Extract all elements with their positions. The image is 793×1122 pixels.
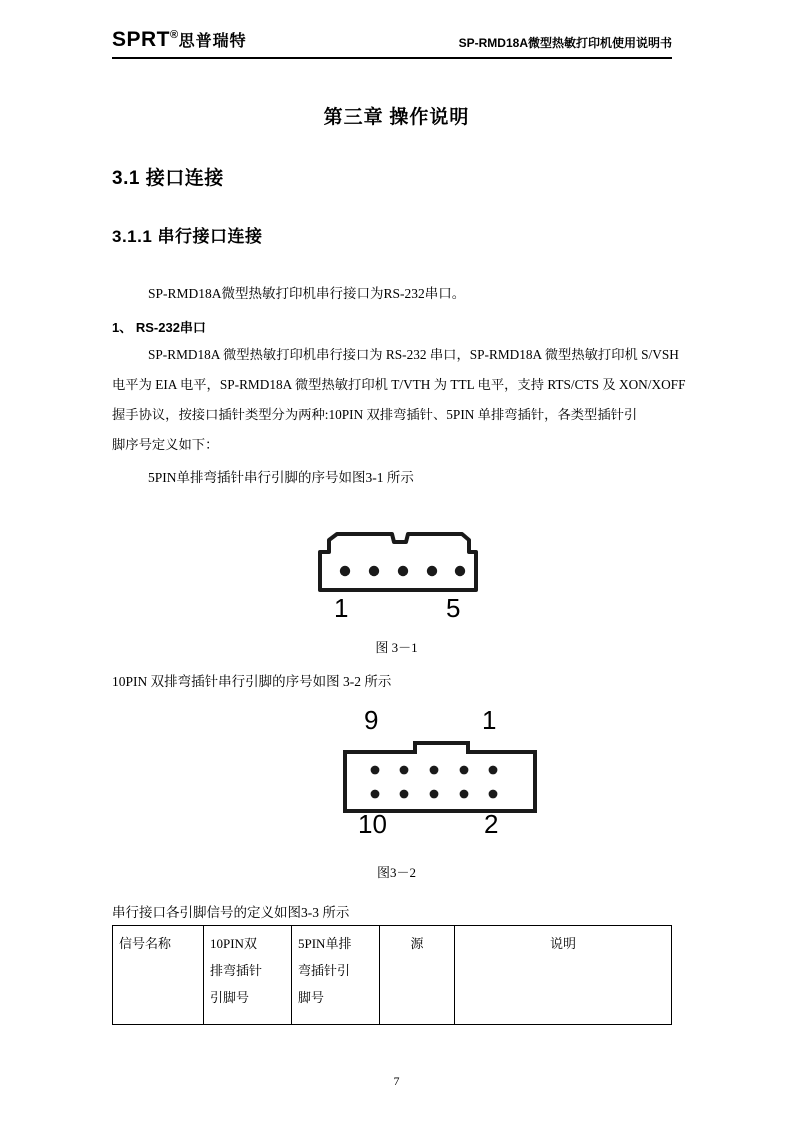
cell-line: 脚号 (298, 990, 325, 1005)
figure-5pin-connector (312, 512, 492, 629)
pin-signal-table (112, 925, 672, 1025)
pin-label-1: 1 (334, 593, 349, 623)
cell-line: 引脚号 (210, 990, 250, 1005)
brand-latin-text: SPRT (112, 28, 171, 51)
connector-body-outline (345, 743, 535, 811)
registered-trademark-icon: ® (170, 29, 179, 41)
paragraph-line: 脚序号定义如下： (112, 437, 219, 452)
pin-dot (398, 566, 408, 576)
pin-dot (371, 766, 380, 775)
figure-1-lead-text: 5PIN单排弯插针串行引脚的序号如图3-1 所示 (148, 470, 414, 485)
pin-dot (455, 566, 465, 576)
pin-dot (340, 566, 350, 576)
pin-dot (489, 766, 498, 775)
table-header-10pin (204, 926, 292, 1025)
cell-line: 信号名称 (119, 936, 172, 951)
cell-line: 源 (410, 936, 424, 951)
pin-label-9: 9 (364, 705, 379, 735)
subsection-heading-3-1-1: 3.1.1 串行接口连接 (112, 227, 263, 246)
brand-logo (112, 28, 247, 52)
table-header-source (380, 926, 455, 1025)
brand-chinese-text: 思普瑞特 (178, 33, 247, 50)
cell-line: 排弯插针 (210, 963, 263, 978)
page-number: 7 (393, 1074, 400, 1088)
pin-label-1: 1 (482, 705, 497, 735)
connector-body-outline (320, 534, 476, 590)
connector-10pin-drawing (340, 737, 540, 817)
table-header-5pin (292, 926, 380, 1025)
figure-1-caption: 图 3－1 (375, 640, 418, 655)
intro-paragraph: SP-RMD18A微型热敏打印机串行接口为RS-232串口。 (148, 286, 466, 301)
table-header-description (455, 926, 672, 1025)
section-heading-3-1: 3.1 接口连接 (112, 168, 224, 189)
pin-dot (371, 790, 380, 799)
table-lead-text: 串行接口各引脚信号的定义如图3-3 所示 (112, 905, 350, 920)
pin-dot (400, 766, 409, 775)
cell-line: 弯插针引 (298, 963, 351, 978)
paragraph-line: SP-RMD18A 微型热敏打印机串行接口为 RS-232 串口，SP-RMD18A 微型热敏打印机 S/VSH (148, 347, 679, 362)
pin-dot (400, 790, 409, 799)
table-header-signal-name (113, 926, 204, 1025)
header-divider (112, 57, 672, 59)
page-header (112, 28, 672, 58)
cell-line: 说明 (549, 936, 576, 951)
rs232-description-paragraph (112, 340, 686, 460)
pin-dot (427, 566, 437, 576)
cell-line: 5PIN单排 (298, 936, 352, 951)
list-item-rs232: 1、 RS-232串口 (112, 320, 206, 335)
paragraph-line: 握手协议，按接口插针类型分为两种:10PIN 双排弯插针、5PIN 单排弯插针，各类型插针引 (112, 407, 638, 422)
pin-dot (460, 790, 469, 799)
pin-dot (460, 766, 469, 775)
paragraph-line: 电平为 EIA 电平，SP-RMD18A 微型热敏打印机 T/VTH 为 TTL 电平，支持 RTS/CTS 及 XON/XOFF (112, 377, 686, 392)
pin-label-2: 2 (484, 809, 499, 839)
figure-2-lead-text: 10PIN 双排弯插针串行引脚的序号如图 3-2 所示 (112, 674, 392, 689)
table-row (113, 926, 672, 1025)
pin-label-10: 10 (358, 809, 387, 839)
pin-dot (430, 790, 439, 799)
header-document-title: SP-RMD18A微型热敏打印机使用说明书 (458, 36, 672, 50)
figure-2-caption: 图3－2 (376, 865, 416, 880)
pin-label-5: 5 (446, 593, 461, 623)
pin-dot (369, 566, 379, 576)
pin-dot (489, 790, 498, 799)
pin-dot (430, 766, 439, 775)
cell-line: 10PIN双 (210, 936, 257, 951)
chapter-title: 第三章 操作说明 (323, 107, 470, 128)
